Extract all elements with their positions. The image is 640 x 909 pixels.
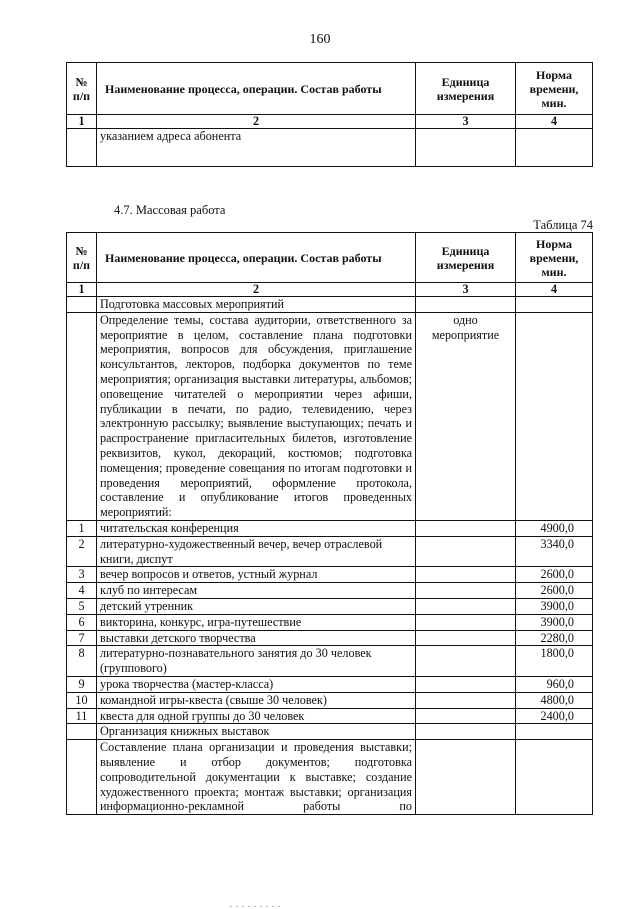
table-row: [67, 583, 593, 599]
subheader-exhibitions: Организация книжных выставок: [97, 724, 416, 740]
row-name: читательская конференция: [97, 520, 416, 536]
header-name: Наименование процесса, операции. Состав работы: [97, 63, 416, 115]
row-norm: 4800,0: [516, 692, 593, 708]
row-unit: [416, 692, 516, 708]
index-cell: 3: [416, 115, 516, 129]
row-no: 6: [67, 614, 97, 630]
row-norm: 1800,0: [516, 646, 593, 677]
index-row: [67, 283, 593, 297]
row-norm: 3900,0: [516, 598, 593, 614]
index-cell: 4: [516, 283, 593, 297]
row-unit: [416, 630, 516, 646]
row-norm: [516, 129, 593, 167]
row-norm: 3900,0: [516, 614, 593, 630]
row-name: вечер вопросов и ответов, устный журнал: [97, 567, 416, 583]
row-no: 3: [67, 567, 97, 583]
table-row: [67, 692, 593, 708]
header-no: № п/п: [67, 63, 97, 115]
exhibitions-description: Составление плана организации и проведения выставки; выявление и отбор документов; подготовка сопроводительной документации к выставке; создание художественного проекта; монтаж выставки; организация информационно-рекламной работы по: [97, 740, 416, 815]
row-name: викторина, конкурс, игра-путешествие: [97, 614, 416, 630]
subheader-row: [67, 297, 593, 313]
table-row: [67, 630, 593, 646]
row-name: квеста для одной группы до 30 человек: [97, 708, 416, 724]
row-no: 9: [67, 676, 97, 692]
table-row: [67, 598, 593, 614]
preparation-unit: одно мероприятие: [416, 312, 516, 520]
row-no: 4: [67, 583, 97, 599]
row-unit: [416, 583, 516, 599]
row-norm: 2600,0: [516, 583, 593, 599]
row-name: литературно-художественный вечер, вечер отраслевой книги, диспут: [97, 536, 416, 567]
top-table: [66, 62, 593, 167]
row-no: 2: [67, 536, 97, 567]
row-name: указанием адреса абонента: [97, 129, 416, 167]
table-row: [67, 614, 593, 630]
row-no: [67, 129, 97, 167]
table-row: [67, 708, 593, 724]
table-row: [67, 129, 593, 167]
row-norm: 3340,0: [516, 536, 593, 567]
row-no: 11: [67, 708, 97, 724]
page-number: 160: [309, 32, 331, 47]
items-body: [67, 520, 593, 723]
table-row: [67, 536, 593, 567]
index-cell: 3: [416, 283, 516, 297]
footer-marks: . . . . . . . . .: [230, 900, 281, 909]
index-cell: 4: [516, 115, 593, 129]
header-unit: Единица измерения: [416, 63, 516, 115]
row-unit: [416, 520, 516, 536]
index-cell: 2: [97, 283, 416, 297]
header-name: Наименование процесса, операции. Состав работы: [97, 233, 416, 283]
row-norm: 960,0: [516, 676, 593, 692]
index-cell: 1: [67, 283, 97, 297]
header-unit: Единица измерения: [416, 233, 516, 283]
description-row: [67, 740, 593, 815]
row-name: клуб по интересам: [97, 583, 416, 599]
row-unit: [416, 129, 516, 167]
header-norm: Норма времени, мин.: [516, 233, 593, 283]
row-norm: 4900,0: [516, 520, 593, 536]
row-name: детский утренник: [97, 598, 416, 614]
row-name: командной игры-квеста (свыше 30 человек): [97, 692, 416, 708]
table-row: [67, 567, 593, 583]
row-norm: 2280,0: [516, 630, 593, 646]
row-no: 1: [67, 520, 97, 536]
row-no: 10: [67, 692, 97, 708]
row-unit: [416, 614, 516, 630]
table-header-row: [67, 233, 593, 283]
index-row: [67, 115, 593, 129]
main-table: [66, 232, 593, 815]
row-no: 5: [67, 598, 97, 614]
row-name: выставки детского творчества: [97, 630, 416, 646]
description-row: [67, 312, 593, 520]
row-norm: 2400,0: [516, 708, 593, 724]
subheader-row: [67, 724, 593, 740]
table-row: [67, 676, 593, 692]
row-no: 8: [67, 646, 97, 677]
subheader-preparation: Подготовка массовых мероприятий: [97, 297, 416, 313]
row-unit: [416, 536, 516, 567]
row-name: урока творчества (мастер-класса): [97, 676, 416, 692]
index-cell: 2: [97, 115, 416, 129]
row-unit: [416, 646, 516, 677]
row-name: литературно-познавательного занятия до 30 человек (группового): [97, 646, 416, 677]
row-unit: [416, 598, 516, 614]
table-label: Таблица 74: [533, 218, 593, 232]
index-cell: 1: [67, 115, 97, 129]
header-no: № п/п: [67, 233, 97, 283]
table-row: [67, 520, 593, 536]
preparation-description: Определение темы, состава аудитории, ответственного за мероприятие в целом, составление плана подготовки мероприятия, вопросов для обсуждения, приглашение консультантов, лекторов, подборка документов по теме мероприятия; организация выставки литературы, альбомов; оповещение читателей о мероприятии через афиши, публикации в печати, по радио, телевидению, через электронную рассылку; выявление выступающих; печать и распространение пригласительных билетов, изготовление реквизитов, кукол, декораций, костюмов; подготовка помещения; проведение совещания по итогам подготовки и проведения мероприятий, оформление протокола, составление и опубликование итогов проведенных мероприятий:: [97, 312, 416, 520]
table-row: [67, 646, 593, 677]
section-title: 4.7. Массовая работа: [114, 203, 226, 217]
table-header-row: [67, 63, 593, 115]
row-unit: [416, 567, 516, 583]
row-norm: 2600,0: [516, 567, 593, 583]
row-no: 7: [67, 630, 97, 646]
row-unit: [416, 708, 516, 724]
header-norm: Норма времени, мин.: [516, 63, 593, 115]
row-unit: [416, 676, 516, 692]
